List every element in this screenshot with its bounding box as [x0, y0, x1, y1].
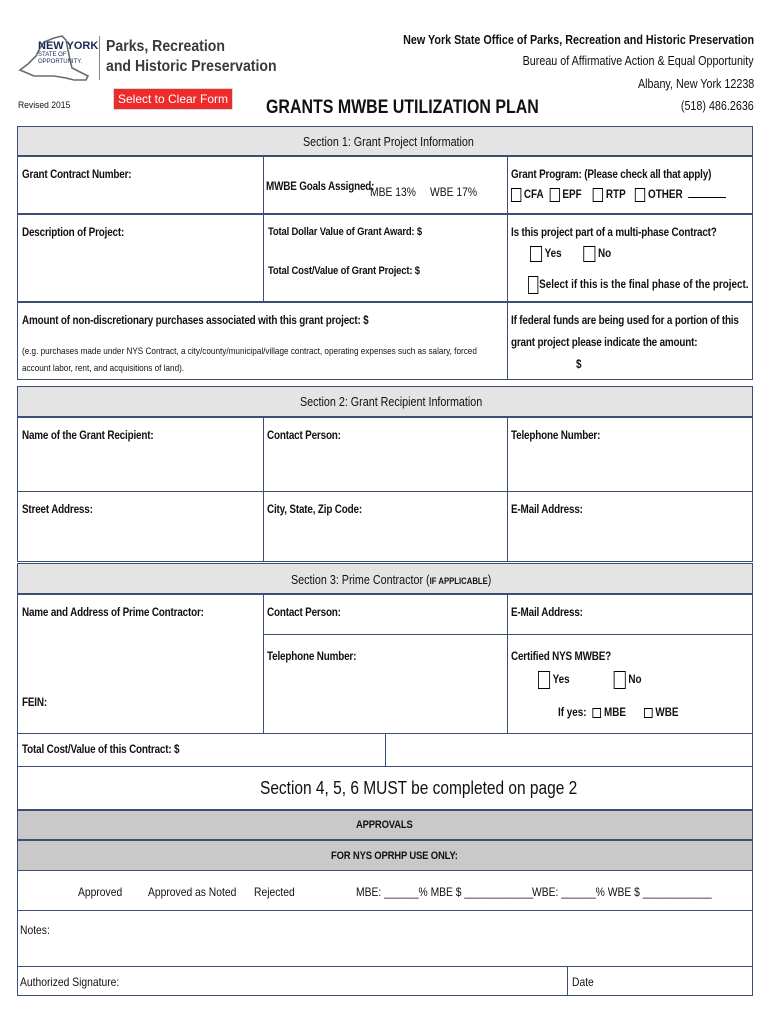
date-label: Date [572, 975, 594, 989]
office-phone: (518) 486.2636 [681, 99, 754, 113]
prime-telephone-label: Telephone Number: [267, 651, 357, 663]
rtp-label: RTP [605, 189, 626, 202]
grant-values-cell [263, 214, 508, 302]
certified-yes-label: Yes [552, 674, 570, 687]
if-yes-label: If yes: [558, 707, 587, 719]
epf-label: EPF [562, 189, 582, 202]
recipient-telephone-label: Telephone Number: [511, 430, 601, 442]
signature-label: Authorized Signature: [20, 975, 120, 989]
wbe-checkbox[interactable] [644, 708, 653, 718]
total-cost-label: Total Cost/Value of Grant Project: $ [268, 265, 420, 277]
approvals-heading-bar [17, 810, 753, 840]
multiphase-yes-checkbox[interactable] [530, 246, 542, 262]
rejected-option[interactable]: Rejected [254, 885, 295, 899]
logo-state-line3: OPPORTUNITY. [38, 59, 83, 65]
prime-telephone-cell[interactable] [263, 634, 508, 734]
recipient-contact-cell[interactable] [263, 417, 508, 492]
multiphase-no-checkbox[interactable] [583, 246, 595, 262]
prime-contractor-cell[interactable] [17, 594, 264, 734]
total-contract-blank-cell[interactable] [385, 733, 753, 767]
description-label: Description of Project: [22, 227, 125, 239]
certified-cell [507, 634, 753, 734]
section3-heading-main: Section 3: Prime Contractor ( [291, 573, 430, 587]
wbe-label: WBE [655, 707, 679, 719]
non-discretionary-note: (e.g. purchases made under NYS Contract, a city/county/municipal/village contract, operating expenses such as salary, forced account labor, rent, and acquisitions of land). [22, 346, 477, 374]
mwbe-goals-cell [263, 156, 508, 214]
other-checkbox[interactable] [635, 188, 645, 202]
other-input-line[interactable] [688, 197, 726, 198]
recipient-name-label: Name of the Grant Recipient: [22, 430, 154, 442]
total-contract-label: Total Cost/Value of this Contract: $ [22, 744, 180, 756]
ny-state-map-icon [14, 30, 94, 86]
recipient-telephone-cell[interactable] [507, 417, 753, 492]
certified-yes-checkbox[interactable] [538, 671, 550, 689]
logo-state-line1: NEW YORK [38, 40, 99, 52]
prime-contact-label: Contact Person: [267, 607, 341, 619]
prime-contractor-label: Name and Address of Prime Contractor: [22, 607, 204, 619]
multiphase-options [530, 246, 611, 262]
oprhp-logo [14, 26, 277, 90]
date-cell[interactable] [567, 966, 753, 996]
recipient-contact-label: Contact Person: [267, 430, 341, 442]
prime-email-label: E-Mail Address: [511, 607, 583, 619]
section3-heading-bar [17, 563, 753, 594]
notes-row[interactable] [17, 910, 753, 967]
section3-heading-small: IF APPLICABLE [429, 576, 488, 586]
section1-heading: Section 1: Grant Project Information [303, 135, 474, 149]
mbe-label: MBE [603, 707, 626, 719]
certified-no-checkbox[interactable] [614, 671, 626, 689]
rtp-checkbox[interactable] [593, 188, 603, 202]
mwbe-goals-label: MWBE Goals Assigned: [266, 181, 375, 193]
notice-text: Section 4, 5, 6 MUST be completed on page 2 [260, 778, 578, 798]
oprhp-use-bar [17, 840, 753, 871]
street-address-cell[interactable] [17, 491, 264, 562]
recipient-email-label: E-Mail Address: [511, 504, 583, 516]
total-award-label: Total Dollar Value of Grant Award: $ [268, 226, 422, 238]
bureau-name: Bureau of Affirmative Action & Equal Opportunity [522, 54, 754, 68]
epf-checkbox[interactable] [550, 188, 560, 202]
section2-heading-bar [17, 386, 753, 417]
form-title: GRANTS MWBE UTILIZATION PLAN [266, 97, 539, 118]
logo-agency-line1: Parks, Recreation [106, 38, 225, 55]
office-name: New York State Office of Parks, Recreation and Historic Preservation [403, 33, 754, 47]
logo-divider [99, 36, 100, 80]
cfa-checkbox[interactable] [511, 188, 521, 202]
cfa-label: CFA [523, 189, 544, 202]
city-state-zip-label: City, State, Zip Code: [267, 504, 362, 516]
section1-heading-bar [17, 126, 753, 156]
non-discretionary-label: Amount of non-discretionary purchases associated with this grant project: $ [22, 315, 369, 327]
mbe-approval-line[interactable]: MBE: ______% MBE $ ____________ [356, 885, 534, 899]
final-phase-checkbox[interactable] [528, 276, 538, 294]
certified-no-label: No [628, 674, 642, 687]
total-contract-cell[interactable] [17, 733, 386, 767]
revised-date: Revised 2015 [18, 100, 71, 111]
approval-status-row [17, 871, 753, 911]
section2-heading: Section 2: Grant Recipient Information [300, 395, 483, 409]
mbe-checkbox[interactable] [593, 708, 602, 718]
certified-options [538, 671, 642, 689]
street-address-label: Street Address: [22, 504, 93, 516]
section3-heading [291, 573, 491, 587]
approved-option[interactable]: Approved [78, 885, 123, 899]
federal-funds-dollar: $ [576, 359, 582, 371]
wbe-goal-value: WBE 17% [430, 185, 478, 199]
wbe-approval-line[interactable]: WBE: ______% WBE $ ____________ [532, 885, 712, 899]
grant-contract-number-label: Grant Contract Number: [22, 169, 132, 181]
grant-program-options [511, 188, 726, 202]
approved-as-noted-option[interactable]: Approved as Noted [148, 885, 237, 899]
city-state-zip-cell[interactable] [263, 491, 508, 562]
non-discretionary-cell[interactable] [17, 302, 508, 380]
multiphase-cell [507, 214, 753, 302]
certified-label: Certified NYS MWBE? [511, 651, 612, 663]
grant-program-cell [507, 156, 753, 214]
section3-heading-close: ) [487, 573, 492, 587]
other-label: OTHER [648, 189, 683, 202]
recipient-name-cell[interactable] [17, 417, 264, 492]
approvals-heading: APPROVALS [356, 819, 413, 831]
multiphase-no-label: No [597, 248, 612, 261]
prime-email-cell[interactable] [507, 594, 753, 635]
description-cell[interactable] [17, 214, 264, 302]
federal-funds-cell[interactable] [507, 302, 753, 380]
logo-state-line2: STATE OF [38, 52, 67, 58]
clear-form-button[interactable]: Select to Clear Form [113, 88, 233, 110]
multiphase-label: Is this project part of a multi-phase Contract? [511, 227, 717, 239]
federal-funds-line2: grant project please indicate the amount: [511, 337, 698, 349]
notes-label: Notes: [20, 923, 50, 937]
oprhp-use-heading: FOR NYS OPRHP USE ONLY: [331, 850, 458, 862]
multiphase-yes-label: Yes [544, 248, 562, 261]
mbe-goal-value: MBE 13% [370, 185, 416, 199]
grant-program-label: Grant Program: (Please check all that apply) [511, 169, 712, 181]
federal-funds-line1: If federal funds are being used for a portion of this [511, 315, 739, 327]
grant-contract-number-cell[interactable] [17, 156, 264, 214]
final-phase-label: Select if this is the final phase of the project. [539, 279, 749, 292]
office-city: Albany, New York 12238 [637, 77, 754, 91]
logo-agency-line2: and Historic Preservation [106, 58, 277, 75]
notice-cell [17, 766, 753, 810]
if-yes-options [558, 707, 678, 719]
signature-cell[interactable] [17, 966, 568, 996]
final-phase-option [528, 276, 749, 294]
recipient-email-cell[interactable] [507, 491, 753, 562]
fein-label: FEIN: [22, 697, 47, 709]
prime-contact-cell[interactable] [263, 594, 508, 635]
